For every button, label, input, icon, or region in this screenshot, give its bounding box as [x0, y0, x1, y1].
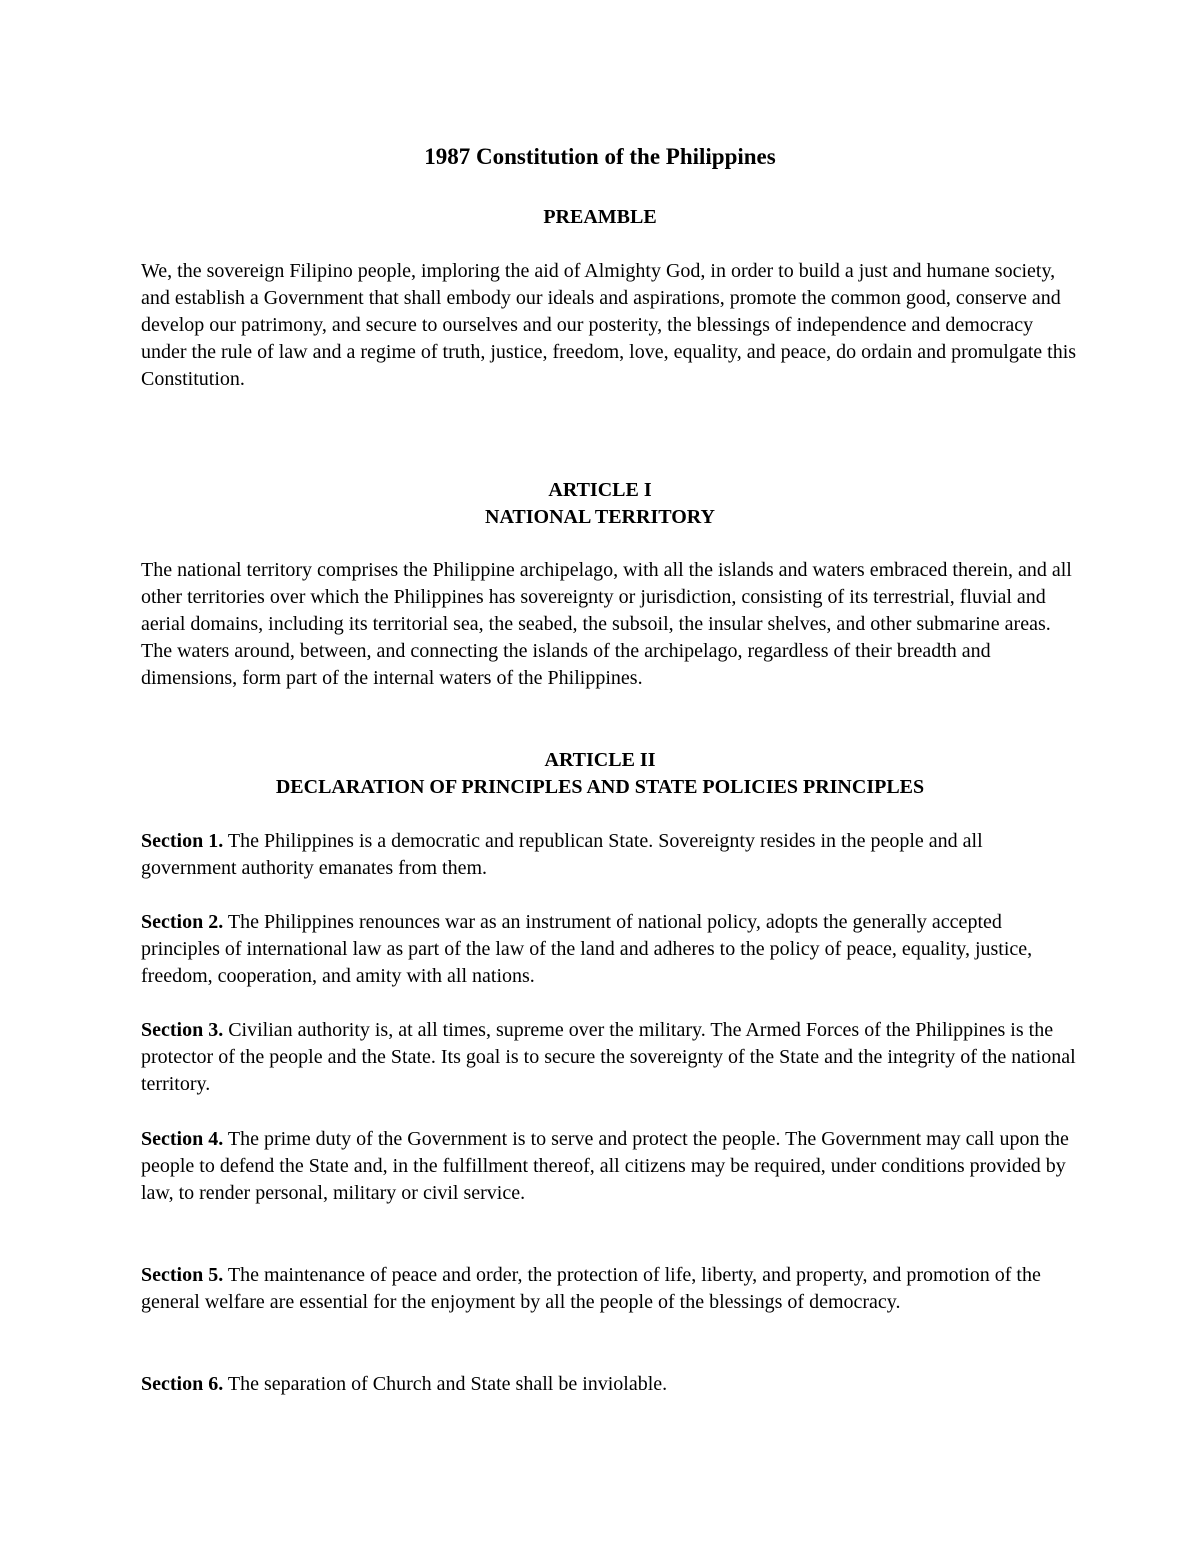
article-1-number: ARTICLE I	[548, 479, 652, 501]
section-3-text: Civilian authority is, at all times, supreme over the military. The Armed Forces of the Philippines is the protector of the people and the State. Its goal is to secure the sovereignty of the State and the integrity of the national territory.	[141, 1019, 1076, 1095]
section-4	[141, 1126, 1081, 1207]
section-5-text: The maintenance of peace and order, the protection of life, liberty, and property, and promotion of the general welfare are essential for the enjoyment by all the people of the blessings of democracy.	[141, 1264, 1041, 1313]
article-2-name: DECLARATION OF PRINCIPLES AND STATE POLICIES PRINCIPLES	[275, 776, 925, 798]
section-6-label: Section 6.	[141, 1373, 224, 1395]
section-2	[141, 909, 1081, 990]
article-1-text: The national territory comprises the Philippine archipelago, with all the islands and waters embraced therein, and all other territories over which the Philippines has sovereignty or jurisdiction, consisting of its terrestrial, fluvial and aerial domains, including its territorial sea, the seabed, the subsoil, the insular shelves, and other submarine areas. The waters around, between, and connecting the islands of the archipelago, regardless of their breadth and dimensions, form part of the internal waters of the Philippines.	[141, 559, 1072, 689]
section-3	[141, 1017, 1081, 1098]
section-1-label: Section 1.	[141, 830, 224, 852]
section-5	[141, 1262, 1081, 1316]
preamble-text: We, the sovereign Filipino people, imploring the aid of Almighty God, in order to build a just and humane society, and establish a Government that shall embody our ideals and aspirations, promote the common good, conserve and develop our patrimony, and secure to ourselves and our posterity, the blessings of independence and democracy under the rule of law and a regime of truth, justice, freedom, love, equality, and peace, do ordain and promulgate this Constitution.	[141, 260, 1077, 390]
section-4-label: Section 4.	[141, 1128, 224, 1150]
section-4-text: The prime duty of the Government is to serve and protect the people. The Government may call upon the people to defend the State and, in the fulfillment thereof, all citizens may be required, under conditions provided by law, to render personal, military or civil service.	[141, 1128, 1069, 1204]
preamble-heading: PREAMBLE	[543, 206, 657, 228]
section-2-text: The Philippines renounces war as an instrument of national policy, adopts the generally accepted principles of international law as part of the law of the land and adheres to the policy of peace, equality, justice, freedom, cooperation, and amity with all nations.	[141, 911, 1033, 987]
section-2-label: Section 2.	[141, 911, 224, 933]
section-5-label: Section 5.	[141, 1264, 224, 1286]
section-3-label: Section 3.	[141, 1019, 224, 1041]
article-2-number: ARTICLE II	[544, 749, 656, 771]
section-6-text: The separation of Church and State shall be inviolable.	[223, 1373, 668, 1395]
article-1-name: NATIONAL TERRITORY	[485, 506, 715, 528]
section-1-text: The Philippines is a democratic and republican State. Sovereignty resides in the people and all government authority emanates from them.	[141, 830, 983, 879]
section-6	[141, 1371, 1081, 1398]
section-1	[141, 828, 1081, 882]
document-title: 1987 Constitution of the Philippines	[424, 144, 776, 169]
